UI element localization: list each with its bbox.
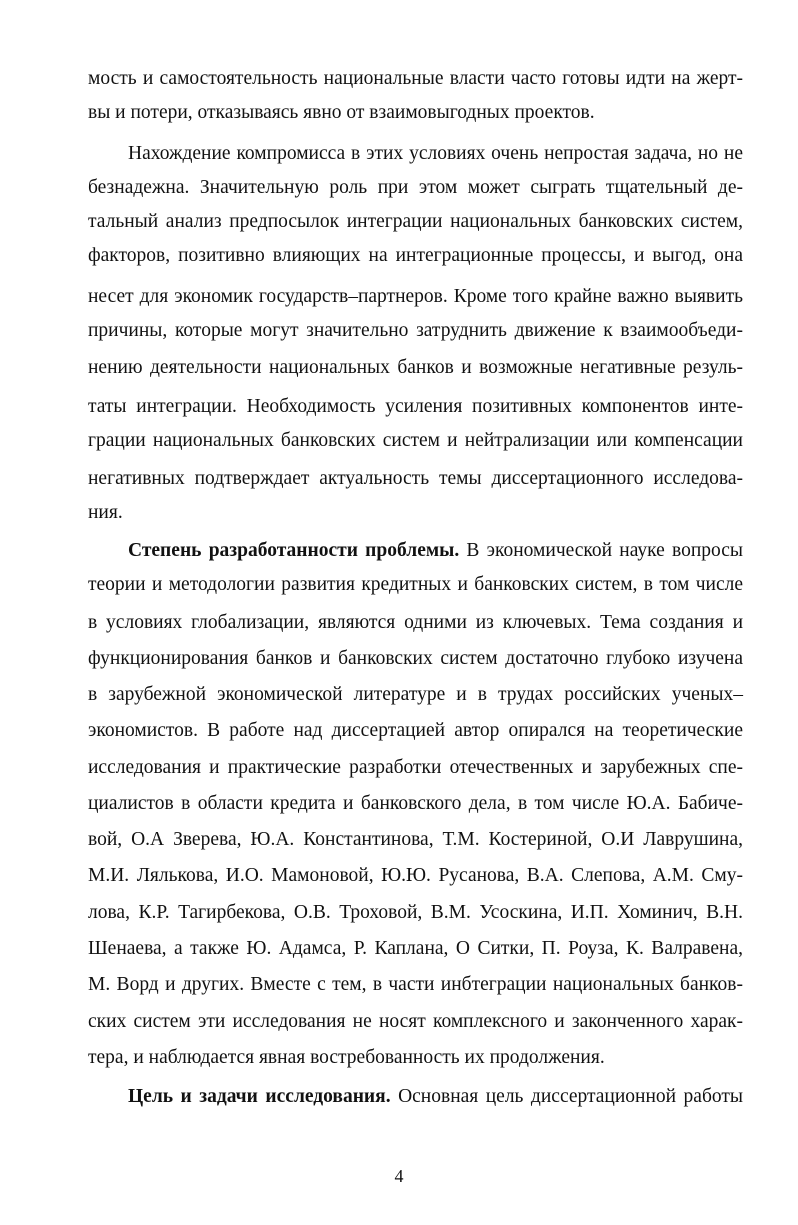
text-line: грации национальных банковских систем и нейтрализации или компенсации: [88, 430, 743, 451]
text-line: ния.: [88, 502, 123, 523]
text-run: Основная цель диссертационной работы: [390, 1086, 743, 1107]
text-line: негативных подтверждает актуальность темы диссертационного исследова-: [88, 468, 743, 489]
text-run: В экономической науке вопросы: [459, 540, 743, 561]
text-line: Нахождение компромисса в этих условиях очень непростая задача, но не: [128, 143, 743, 164]
text-line: тера, и наблюдается явная востребованность их продолжения.: [88, 1047, 605, 1068]
text-line: Шенаева, а также Ю. Адамса, Р. Каплана, О Ситки, П. Роуза, К. Валравена,: [88, 938, 743, 959]
text-line: функционирования банков и банковских систем достаточно глубоко изучена: [88, 648, 743, 669]
text-line: экономистов. В работе над диссертацией автор опирался на теоретические: [88, 720, 743, 741]
text-line: лова, К.Р. Тагирбекова, О.В. Троховой, В.М. Усоскина, И.П. Хоминич, В.Н.: [88, 902, 743, 923]
text-line: [128, 1080, 743, 1114]
text-line: [128, 534, 743, 568]
text-line: несет для экономик государств–партнеров. Кроме того крайне важно выявить: [88, 286, 743, 307]
text-line: нению деятельности национальных банков и возможные негативные резуль-: [88, 357, 743, 378]
page-number: 4: [394, 1166, 404, 1186]
text-line: в зарубежной экономической литературе и в трудах российских ученых–: [88, 684, 743, 705]
text-line: в условиях глобализации, являются одними из ключевых. Тема создания и: [88, 612, 743, 633]
text-line: безнадежна. Значительную роль при этом может сыграть тщательный де-: [88, 177, 743, 198]
text-line: циалистов в области кредита и банковского дела, в том числе Ю.А. Бабиче-: [88, 793, 743, 814]
text-line: факторов, позитивно влияющих на интеграционные процессы, и выгод, она: [88, 245, 743, 266]
section-heading: Степень разработанности проблемы.: [128, 540, 460, 561]
text-line: ских систем эти исследования не носят комплексного и законченного харак-: [88, 1011, 743, 1032]
text-line: мость и самостоятельность национальные власти часто готовы идти на жерт-: [88, 68, 743, 89]
section-heading: Цель и задачи исследования.: [128, 1086, 391, 1107]
text-line: исследования и практические разработки отечественных и зарубежных спе-: [88, 757, 743, 778]
text-line: тальный анализ предпосылок интеграции национальных банковских систем,: [88, 211, 743, 232]
text-line: М.И. Лялькова, И.О. Мамоновой, Ю.Ю. Русанова, В.А. Слепова, А.М. Сму-: [88, 865, 743, 886]
text-line: таты интеграции. Необходимость усиления позитивных компонентов инте-: [88, 396, 743, 417]
text-line: вой, О.А Зверева, Ю.А. Константинова, Т.М. Костериной, О.И Лаврушина,: [88, 829, 743, 850]
text-line: теории и методологии развития кредитных и банковских систем, в том числе: [88, 574, 743, 595]
text-line: вы и потери, отказываясь явно от взаимовыгодных проектов.: [88, 102, 595, 123]
text-line: М. Ворд и других. Вместе с тем, в части инбтеграции национальных банков-: [88, 974, 743, 995]
text-line: причины, которые могут значительно затруднить движение к взаимообъеди-: [88, 320, 743, 341]
